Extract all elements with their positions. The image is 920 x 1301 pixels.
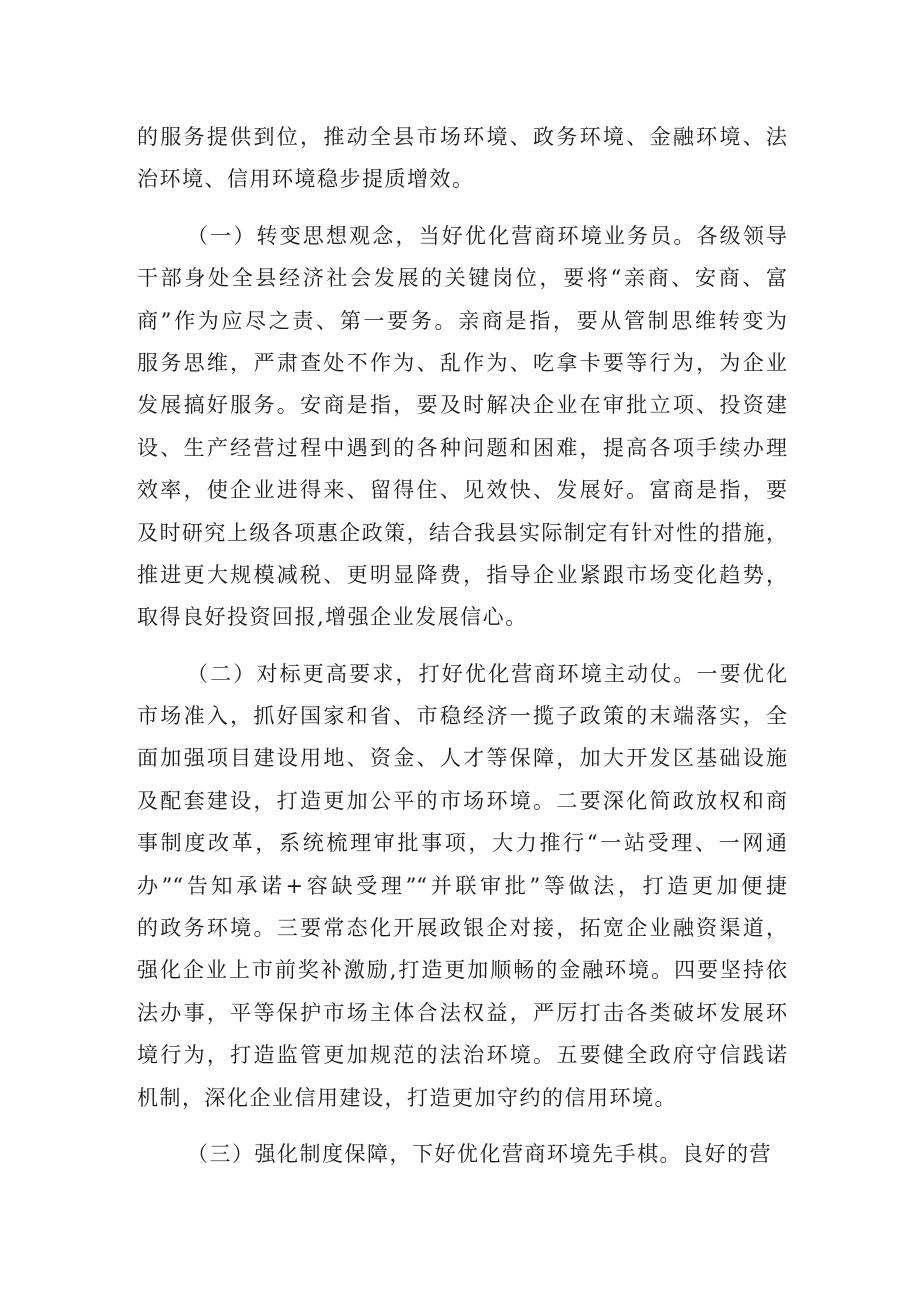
text-line: 的政务环境。三要常态化开展政银企对接，拓宽企业融资渠道， (137, 916, 787, 941)
text-line: 办”“告知承诺+容缺受理”“并联审批”等做法，打造更加便捷 (137, 873, 787, 898)
text-line: 市场准入，抓好国家和省、市稳经济一揽子政策的末端落实，全 (137, 704, 787, 729)
text-line: 法办事，平等保护市场主体合法权益，严厉打击各类破坏发展环 (137, 1000, 787, 1025)
text-line: 效率，使企业进得来、留得住、见效快、发展好。富商是指，要 (137, 478, 787, 503)
document-body (137, 116, 787, 1175)
text-line: 推进更大规模减税、更明显降费，指导企业紧跟市场变化趋势， (137, 562, 787, 587)
text-line: 治环境、信用环境稳步提质增效。 (137, 167, 475, 192)
text-line: 及时研究上级各项惠企政策，结合我县实际制定有针对性的措施， (137, 520, 787, 545)
paragraph (137, 653, 787, 1119)
text-line: 设、生产经营过程中遇到的各种问题和困难，提高各项手续办理 (137, 435, 787, 460)
text-line: 面加强项目建设用地、资金、人才等保障，加大开发区基础设施 (137, 746, 787, 771)
paragraph-gap (137, 639, 787, 653)
paragraph (137, 1133, 787, 1175)
text-line: 取得良好投资回报,增强企业发展信心。 (137, 605, 528, 630)
text-line: 干部身处全县经济社会发展的关键岗位，要将“亲商、安商、富 (137, 266, 787, 291)
text-line: 强化企业上市前奖补激励,打造更加顺畅的金融环境。四要坚持依 (137, 958, 787, 983)
paragraph (137, 215, 787, 639)
paragraph-gap (137, 1119, 787, 1133)
text-line: （二）对标更高要求，打好优化营商环境主动仗。一要优化 (187, 661, 787, 686)
text-line: 商”作为应尽之责、第一要务。亲商是指，要从管制思维转变为 (137, 308, 787, 333)
paragraph-gap (137, 201, 787, 215)
text-line: 发展搞好服务。安商是指，要及时解决企业在审批立项、投资建 (137, 393, 787, 418)
text-line: 事制度改革，系统梳理审批事项，大力推行“一站受理、一网通 (137, 831, 787, 856)
text-line: 境行为，打造监管更加规范的法治环境。五要健全政府守信践诺 (137, 1043, 787, 1068)
paragraph (137, 116, 787, 201)
text-line: 机制，深化企业信用建设，打造更加守约的信用环境。 (137, 1085, 677, 1110)
text-line: 及配套建设，打造更加公平的市场环境。二要深化简政放权和商 (137, 788, 787, 813)
text-line: （三）强化制度保障，下好优化营商环境先手棋。良好的营 (187, 1141, 772, 1166)
text-line: 的服务提供到位，推动全县市场环境、政务环境、金融环境、法 (137, 125, 787, 149)
text-line: （一）转变思想观念，当好优化营商环境业务员。各级领导 (187, 223, 787, 248)
text-line: 服务思维，严肃查处不作为、乱作为、吃拿卡要等行为，为企业 (137, 350, 787, 375)
